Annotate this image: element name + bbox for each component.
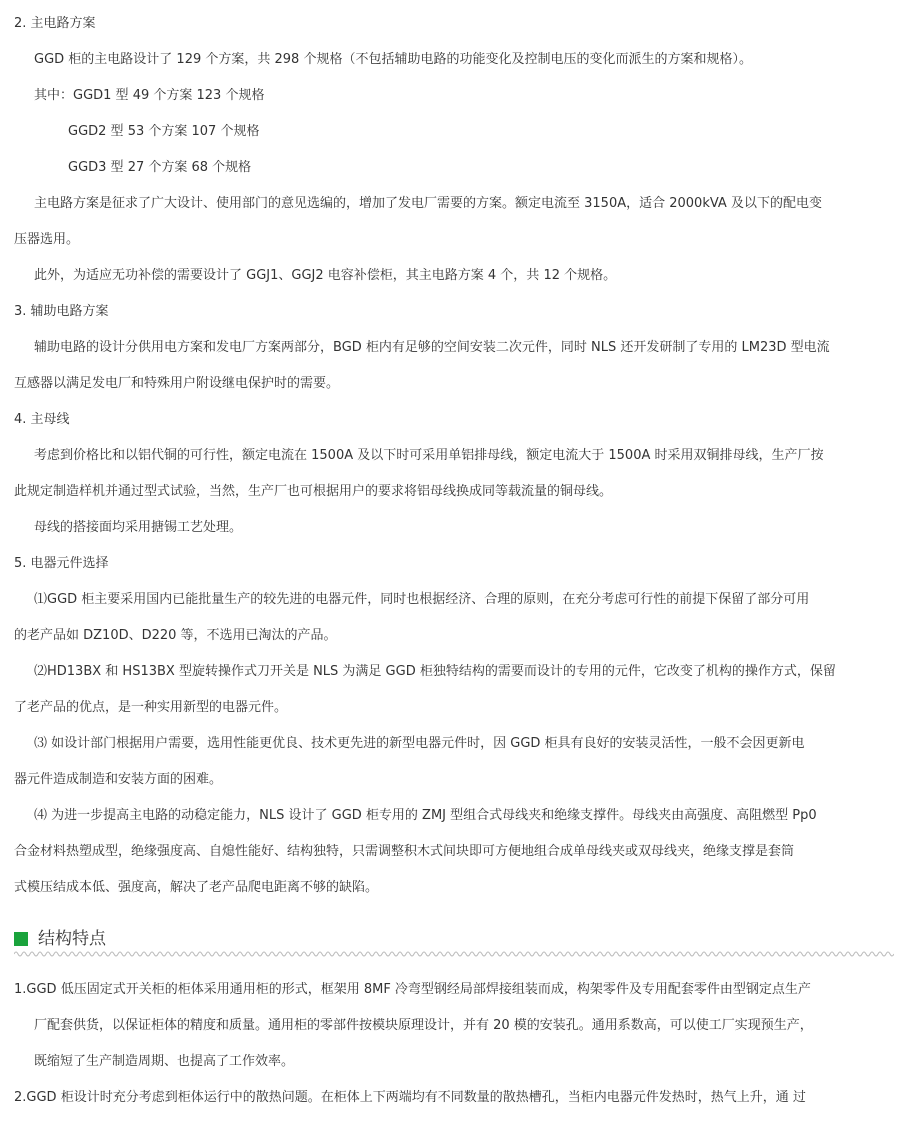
paragraph-line: 辅助电路的设计分供用电方案和发电厂方案两部分，BGD 柜内有足够的空间安装二次元件，同时 NLS 还开发研制了专用的 LM23D 型电流	[34, 340, 830, 355]
paragraph-line: 合金材料热塑成型，绝缘强度高、自熄性能好、结构独特，只需调整积木式间块即可方便地组合成单母线夹或双母线夹，绝缘支撑是套筒	[14, 844, 795, 859]
paragraph-line: ⑶ 如设计部门根据用户需要，选用性能更优良、技术更先进的新型电器元件时，因 GGD 柜具有良好的安装灵活性，一般不会因更新电	[34, 736, 805, 751]
heading-main-circuit: 2. 主电路方案	[14, 16, 96, 31]
paragraph-line: 2.GGD 柜设计时充分考虑到柜体运行中的散热问题。在柜体上下两端均有不同数量的散热槽孔，当柜内电器元件发热时，热气上升，通 过	[14, 1090, 806, 1105]
heading-main-busbar: 4. 主母线	[14, 412, 70, 427]
paragraph-line: 母线的搭接面均采用搪锡工艺处理。	[34, 520, 243, 535]
heading-component-selection: 5. 电器元件选择	[14, 556, 109, 571]
paragraph-line: GGD3 型 27 个方案 68 个规格	[68, 160, 252, 175]
paragraph-line: 器元件造成制造和安装方面的困难。	[14, 772, 223, 787]
paragraph-line: 其中：GGD1 型 49 个方案 123 个规格	[34, 88, 265, 103]
paragraph-line: ⑷ 为进一步提高主电路的动稳定能力，NLS 设计了 GGD 柜专用的 ZMJ 型组合式母线夹和绝缘支撑件。母线夹由高强度、高阻燃型 Pp0	[34, 808, 817, 823]
section-title: 结构特点	[38, 929, 106, 949]
green-square-icon	[14, 932, 28, 946]
paragraph-line: 主电路方案是征求了广大设计、使用部门的意见选编的，增加了发电厂需要的方案。额定电流至 3150A，适合 2000kVA 及以下的配电变	[34, 196, 822, 211]
paragraph-line: 此外，为适应无功补偿的需要设计了 GGJ1、GGJ2 电容补偿柜，其主电路方案 4 个，共 12 个规格。	[34, 268, 617, 283]
section-title-bar	[14, 926, 894, 956]
paragraph-line: 了老产品的优点，是一种实用新型的电器元件。	[14, 700, 288, 715]
paragraph-line: ⑴GGD 柜主要采用国内已能批量生产的较先进的电器元件，同时也根据经济、合理的原则，在充分考虑可行性的前提下保留了部分可用	[34, 592, 810, 607]
paragraph-line: ⑵HD13BX 和 HS13BX 型旋转操作式刀开关是 NLS 为满足 GGD 柜独特结构的需要而设计的专用的元件，它改变了机构的操作方式，保留	[34, 664, 836, 679]
paragraph-line: 压器选用。	[14, 232, 80, 247]
paragraph-line: 此规定制造样机并通过型式试验，当然，生产厂也可根据用户的要求将铝母线换成同等载流量的铜母线。	[14, 484, 613, 499]
paragraph-line: GGD 柜的主电路设计了 129 个方案，共 298 个规格（不包括辅助电路的功能变化及控制电压的变化而派生的方案和规格）。	[34, 52, 752, 67]
heading-aux-circuit: 3. 辅助电路方案	[14, 304, 109, 319]
paragraph-line: 1.GGD 低压固定式开关柜的柜体采用通用柜的形式，框架用 8MF 冷弯型钢经局部焊接组装而成，构架零件及专用配套零件由型钢定点生产	[14, 982, 811, 997]
paragraph-line: 互感器以满足发电厂和特殊用户附设继电保护时的需要。	[14, 376, 340, 391]
paragraph-line: 考虑到价格比和以铝代铜的可行性，额定电流在 1500A 及以下时可采用单铝排母线，额定电流大于 1500A 时采用双铜排母线，生产厂按	[34, 448, 824, 463]
paragraph-line: GGD2 型 53 个方案 107 个规格	[68, 124, 260, 139]
paragraph-line: 式模压结成本低、强度高，解决了老产品爬电距离不够的缺陷。	[14, 880, 379, 895]
paragraph-line: 既缩短了生产制造周期、也提高了工作效率。	[34, 1054, 295, 1069]
paragraph-line: 厂配套供货，以保证柜体的精度和质量。通用柜的零部件按模块原理设计，并有 20 模的安装孔。通用系数高，可以使工厂实现预生产，	[34, 1018, 813, 1033]
paragraph-line: 的老产品如 DZ10D、D220 等，不选用已淘汰的产品。	[14, 628, 337, 643]
wavy-divider	[14, 950, 894, 958]
